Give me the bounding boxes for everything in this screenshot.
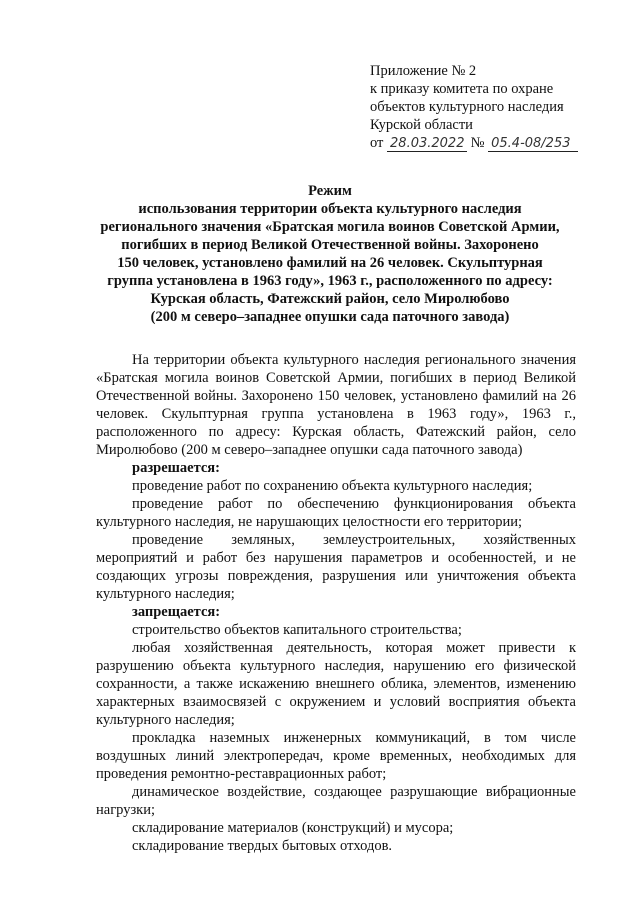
appendix-block [370, 62, 620, 152]
forbidden-heading: запрещается: [132, 604, 221, 620]
allowed-item: проведение работ по сохранению объекта культурного наследия; [132, 478, 533, 494]
title-line: погибших в период Великой Отечественной войны. Захоронено [121, 237, 539, 253]
appendix-line: Приложение № 2 [370, 63, 477, 79]
handwritten-date: 28.03.2022 [387, 137, 467, 152]
title-line: 150 человек, установлено фамилий на 26 человек. Скульптурная [117, 255, 543, 271]
title-line: Курская область, Фатежский район, село Миролюбово [150, 291, 510, 307]
allowed-item: проведение земляных, землеустроительных, хозяйственных мероприятий и работ без нарушения параметров и особенностей, и не создающих угрозы повреждения, разрушения или уничтожения объекта культурного наследия; [96, 532, 576, 602]
number-label: № [470, 135, 485, 151]
forbidden-item: складирование материалов (конструкций) и мусора; [132, 820, 454, 836]
forbidden-item: динамическое воздействие, создающее разрушающие вибрационные нагрузки; [96, 784, 576, 818]
title-line: регионального значения «Братская могила воинов Советской Армии, [100, 219, 560, 235]
allowed-heading: разрешается: [132, 460, 220, 476]
title-line: использования территории объекта культурного наследия [138, 201, 522, 217]
order-date-number [370, 134, 620, 152]
document-title [90, 182, 570, 326]
title-heading: Режим [308, 183, 352, 199]
intro-paragraph: На территории объекта культурного наследия регионального значения «Братская могила воинов Советской Армии, погибших в период Великой Отечественной войны. Захоронено 150 человек, установлено фамилий на 26 человек. Скульптурная группа установлена в 1963 году», 1963 г., расположенного по адресу: Курская область, Фатежский район, село Миролюбово (200 м северо–западнее опушки сада паточного завода) [96, 352, 576, 458]
appendix-line: объектов культурного наследия [370, 99, 564, 115]
forbidden-item: любая хозяйственная деятельность, которая может привести к разрушению объекта культурного наследия, нарушению его физической сохранности, а также искажению внешнего облика, элементов, изменению характерных взаимосвязей с окружением и условий восприятия объекта культурного наследия; [96, 640, 576, 728]
appendix-line: к приказу комитета по охране [370, 81, 554, 97]
forbidden-item: складирование твердых бытовых отходов. [132, 838, 393, 854]
from-label: от [370, 135, 384, 151]
document-body [96, 351, 576, 855]
forbidden-item: строительство объектов капитального строительства; [132, 622, 462, 638]
handwritten-number: 05.4-08/253 [488, 137, 578, 152]
title-line: группа установлена в 1963 году», 1963 г., расположенного по адресу: [107, 273, 553, 289]
allowed-item: проведение работ по обеспечению функционирования объекта культурного наследия, не нарушающих целостности его территории; [96, 496, 576, 530]
title-line: (200 м северо–западнее опушки сада паточного завода) [150, 309, 510, 325]
appendix-line: Курской области [370, 117, 473, 133]
forbidden-item: прокладка наземных инженерных коммуникаций, в том числе воздушных линий электропередач, кроме временных, необходимых для проведения ремонтно-реставрационных работ; [96, 730, 576, 782]
